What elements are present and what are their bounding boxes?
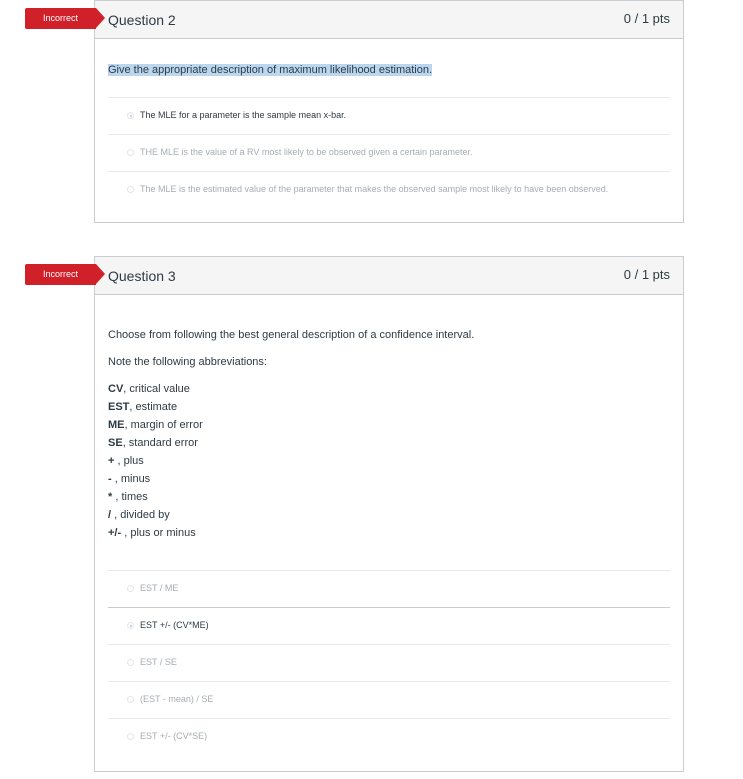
abbreviation-list — [108, 380, 670, 542]
abbreviation-item — [108, 416, 670, 434]
answer-option[interactable] — [108, 718, 670, 755]
answer-option[interactable] — [108, 607, 670, 644]
abbr-term: * — [108, 491, 113, 503]
abbr-term: / — [108, 509, 112, 521]
question-2 — [42, 0, 684, 223]
question-title: Question 2 — [108, 12, 176, 28]
answer-option[interactable] — [108, 570, 670, 607]
answer-option[interactable] — [108, 97, 670, 134]
question-prompt: Choose from following the best general description of a confidence interval. — [108, 329, 475, 341]
question-header — [42, 257, 683, 295]
abbreviation-item — [108, 488, 670, 506]
question-body — [95, 326, 683, 755]
answer-list — [108, 97, 670, 208]
radio-icon[interactable] — [127, 733, 134, 740]
radio-selected-icon[interactable] — [127, 622, 134, 629]
answer-option[interactable] — [108, 134, 670, 171]
question-points: 0 / 1 pts — [623, 11, 670, 26]
abbr-desc: , times — [112, 491, 148, 503]
abbr-term: ME — [108, 419, 125, 431]
question-points: 0 / 1 pts — [623, 267, 670, 282]
radio-icon[interactable] — [127, 585, 134, 592]
abbr-term: EST — [108, 401, 130, 413]
abbr-desc: , divided by — [111, 509, 170, 521]
answer-option[interactable] — [108, 644, 670, 681]
answer-label: (EST - mean) / SE — [140, 694, 214, 704]
abbr-desc: , margin of error — [124, 419, 203, 431]
abbr-desc: , plus or minus — [121, 527, 196, 539]
abbr-desc: , plus — [114, 455, 144, 467]
incorrect-flag: Incorrect — [25, 8, 96, 29]
abbr-term: CV — [108, 383, 124, 395]
answer-list — [108, 570, 670, 755]
answer-label: The MLE for a parameter is the sample mean x-bar. — [140, 110, 347, 120]
abbreviation-note: Note the following abbreviations: — [108, 356, 267, 368]
abbreviation-item — [108, 380, 670, 398]
abbreviation-item — [108, 524, 670, 542]
abbreviation-item — [108, 452, 670, 470]
question-body — [95, 61, 683, 208]
answer-label: EST / ME — [140, 583, 179, 593]
answer-label: THE MLE is the value of a RV most likely to be observed given a certain parameter. — [140, 147, 473, 157]
abbr-desc: , minus — [111, 473, 151, 485]
answer-option[interactable] — [108, 681, 670, 718]
answer-label: EST +/- (CV*SE) — [140, 731, 208, 741]
abbr-term: + — [108, 455, 115, 467]
abbr-desc: , critical value — [123, 383, 190, 395]
abbreviation-item — [108, 398, 670, 416]
radio-icon[interactable] — [127, 659, 134, 666]
radio-selected-icon[interactable] — [127, 112, 134, 119]
abbr-desc: , estimate — [129, 401, 178, 413]
answer-label: The MLE is the estimated value of the parameter that makes the observed sample most likely to have been observed. — [140, 184, 609, 194]
radio-icon[interactable] — [127, 696, 134, 703]
question-title: Question 3 — [108, 268, 176, 284]
abbreviation-item — [108, 470, 670, 488]
incorrect-flag: Incorrect — [25, 264, 96, 285]
abbr-term: - — [108, 473, 112, 485]
question-header — [42, 1, 683, 39]
answer-option[interactable] — [108, 171, 670, 208]
radio-icon[interactable] — [127, 186, 134, 193]
abbr-desc: , standard error — [122, 437, 198, 449]
abbr-term: +/- — [108, 527, 122, 539]
abbr-term: SE — [108, 437, 123, 449]
question-prompt — [108, 61, 670, 97]
question-3 — [42, 256, 684, 772]
abbreviation-item — [108, 434, 670, 452]
answer-label: EST +/- (CV*ME) — [140, 620, 209, 630]
prompt-text[interactable]: Give the appropriate description of maximum likelihood estimation. — [108, 64, 433, 76]
abbreviation-item — [108, 506, 670, 524]
answer-label: EST / SE — [140, 657, 177, 667]
radio-icon[interactable] — [127, 149, 134, 156]
